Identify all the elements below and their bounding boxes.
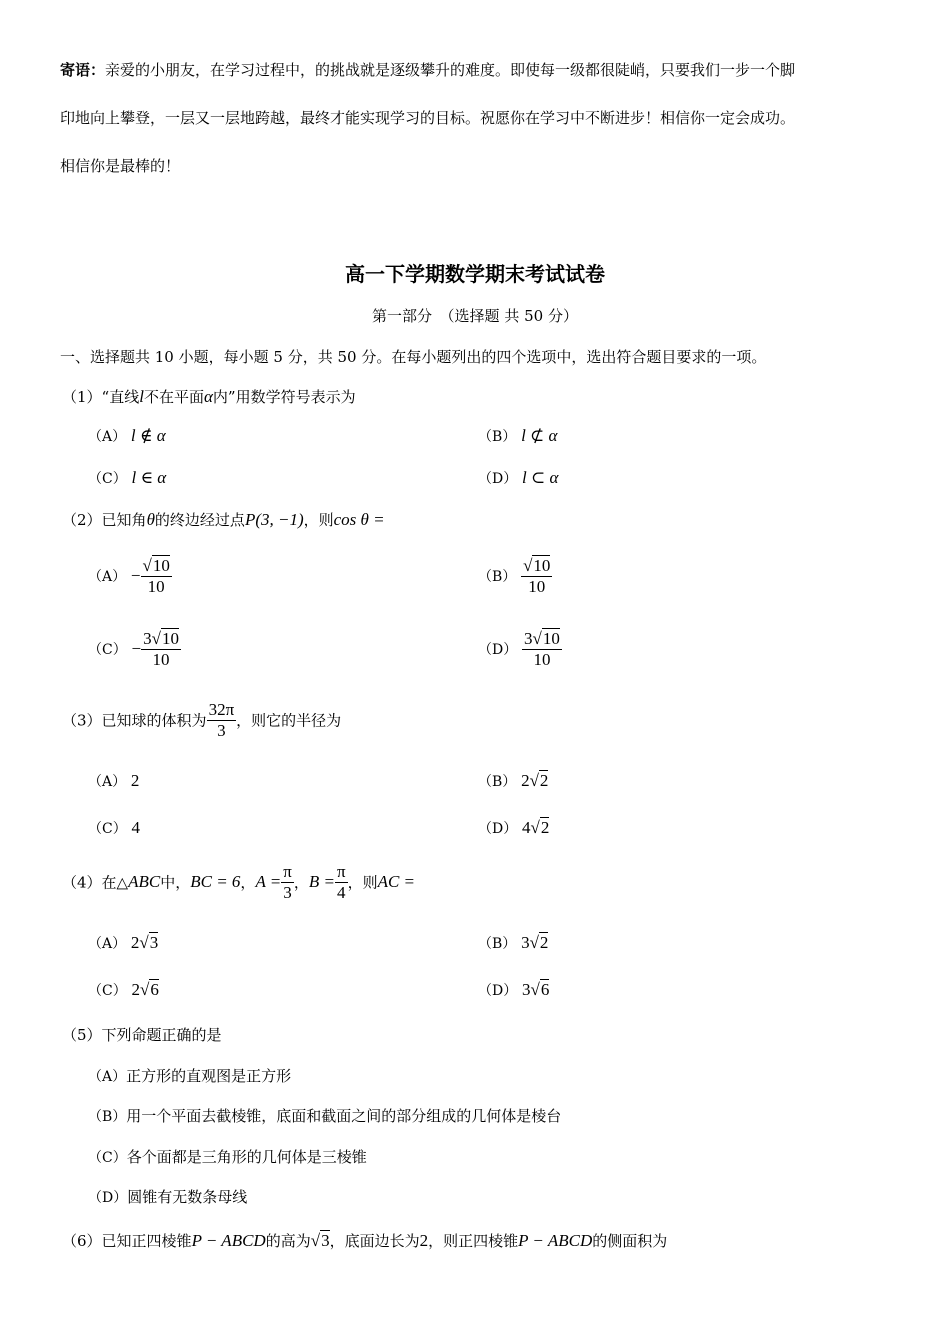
option-coef: 3 [522, 980, 531, 999]
q5-stem-text: 下列命题正确的是 [101, 1026, 222, 1044]
q2-expr: cos θ = [333, 510, 385, 529]
option-radicand: 2 [539, 771, 549, 790]
q5-option-a[interactable] [88, 1065, 291, 1086]
q3-option-c[interactable] [88, 818, 140, 838]
q1-stem-c: 内”用数学符号表示为 [212, 388, 356, 406]
q3-option-b[interactable]: （B） 2√2 [478, 771, 549, 790]
option-fraction: $\frac{√10}{10}$ [523, 556, 551, 596]
q5-option-d[interactable] [88, 1186, 247, 1207]
option-den: 10 [533, 649, 551, 669]
q3-frac-den: 3 [217, 720, 226, 740]
preface-label: 寄语： [60, 61, 106, 79]
option-text: l ∉ α [130, 426, 166, 445]
q1-option-d[interactable] [478, 468, 558, 488]
option-label: （B） [88, 1109, 127, 1125]
q4-sep-1: ， [240, 873, 256, 892]
q6-stem-d: ，则正四棱锥 [428, 1232, 519, 1250]
question-6-number: （6） [62, 1232, 102, 1250]
option-text: 正方形的直观图是正方形 [126, 1067, 292, 1085]
q2-stem-b: 的终边经过点 [154, 511, 245, 529]
question-3-number: （3） [62, 711, 102, 730]
q4-stem-a: 在△ [101, 873, 129, 892]
option-label: （C） [88, 1150, 127, 1166]
option-label: （D） [88, 1190, 128, 1206]
question-3-stem [62, 700, 341, 740]
option-label: （A） [88, 1069, 127, 1085]
q4-bc: BC = 6 [190, 872, 241, 892]
q4-option-c[interactable]: （C） 2√6 [88, 980, 159, 999]
option-label: （C） [88, 642, 127, 659]
question-6-stem [62, 1230, 667, 1251]
q6-height-radicand: 3 [321, 1231, 330, 1250]
q6-height: √3 [310, 1231, 330, 1250]
question-4-stem [62, 862, 415, 902]
option-label: （A） [88, 774, 127, 790]
q1-stem-a: “直线 [101, 388, 140, 406]
option-radicand: 2 [539, 933, 549, 952]
question-2-stem [62, 509, 385, 530]
option-label: （C） [88, 471, 127, 487]
option-sign: − [131, 639, 142, 659]
option-label: （D） [478, 983, 518, 999]
q4-angle-a-fraction [281, 862, 294, 902]
option-text: 圆锥有无数条母线 [127, 1188, 248, 1206]
option-coef: 2 [521, 771, 530, 790]
q2-option-b[interactable] [478, 556, 552, 596]
q4-a-num: π [283, 862, 292, 881]
q6-stem-e: 的侧面积为 [592, 1232, 668, 1250]
q2-option-c[interactable] [88, 629, 181, 669]
q4-angle-b: B = [308, 872, 335, 892]
q2-point: P(3, −1) [244, 510, 304, 529]
q1-var-l: l [139, 387, 144, 406]
q4-a-den: 3 [283, 882, 292, 902]
q4-option-b[interactable]: （B） 3√2 [478, 933, 549, 952]
option-label: （B） [478, 774, 517, 790]
option-coef: 3 [521, 933, 530, 952]
question-2-number: （2） [62, 511, 102, 529]
q4-b-den: 4 [337, 882, 346, 902]
q4-option-a[interactable]: （A） 2√3 [88, 933, 159, 952]
q6-pyramid-2: P − ABCD [518, 1231, 593, 1250]
q5-option-b[interactable] [88, 1105, 561, 1126]
option-label: （A） [88, 569, 127, 586]
q4-angle-b-fraction [335, 862, 348, 902]
option-text: l ⊄ α [521, 426, 558, 445]
q2-stem-a: 已知角 [101, 511, 147, 529]
q3-stem-b: ，则它的半径为 [236, 711, 342, 730]
option-den: 10 [528, 576, 546, 596]
option-coef: 4 [131, 818, 140, 837]
option-label: （C） [88, 821, 127, 837]
option-label: （C） [88, 983, 127, 999]
option-radicand: 6 [540, 980, 550, 999]
q6-side: 2 [419, 1231, 429, 1250]
q1-option-c[interactable] [88, 468, 166, 488]
q2-option-a[interactable] [88, 556, 172, 596]
q6-stem-c: ，底面边长为 [329, 1232, 420, 1250]
option-label: （D） [478, 642, 518, 659]
option-radicand: 10 [533, 556, 551, 575]
q5-option-c[interactable] [88, 1146, 367, 1167]
option-den: 10 [147, 576, 165, 596]
option-coef: 2 [130, 771, 140, 790]
option-text: 各个面都是三角形的几何体是三棱锥 [126, 1148, 367, 1166]
q1-option-a[interactable] [88, 426, 166, 446]
exam-title: 高一下学期数学期末考试试卷 [345, 262, 605, 286]
option-fraction: $\frac{3√10}{10}$ [524, 629, 560, 669]
option-coef: 3 [524, 629, 533, 648]
option-radicand: 2 [540, 818, 550, 837]
question-5-number: （5） [62, 1026, 102, 1044]
q6-pyramid-1: P − ABCD [191, 1231, 266, 1250]
option-radicand: 10 [161, 629, 179, 648]
q3-volume-fraction [207, 700, 237, 740]
option-text: l ∈ α [131, 468, 167, 487]
q4-b-num: π [336, 862, 346, 881]
question-4-number: （4） [62, 873, 102, 892]
q4-angle-a: A = [255, 872, 282, 892]
option-coef: 2 [131, 980, 140, 999]
q2-stem-c: ，则 [303, 511, 334, 529]
q4-stem-c: ，则 [347, 873, 378, 892]
option-label: （B） [478, 569, 517, 586]
q6-stem-a: 已知正四棱锥 [101, 1232, 192, 1250]
option-radicand: 6 [150, 980, 159, 999]
q2-var-theta: θ [146, 510, 155, 529]
option-text: l ⊂ α [522, 468, 559, 487]
part-heading: 第一部分 （选择题 共 50 分） [372, 307, 578, 325]
preface-text-1: 亲爱的小朋友，在学习过程中，的挑战就是逐级攀升的难度。即使每一级都很陡峭，只要我们一步一个脚 [105, 61, 796, 79]
q3-frac-num: 32π [208, 700, 235, 719]
preface-line-2: 印地向上攀登，一层又一层地跨越，最终才能实现学习的目标。祝愿你在学习中不断进步！相信你一定会成功。 [60, 109, 796, 127]
option-label: （D） [478, 471, 518, 487]
option-radicand: 3 [149, 933, 159, 952]
option-sign: − [130, 566, 141, 586]
q1-var-alpha: α [203, 387, 213, 406]
option-label: （D） [478, 821, 518, 837]
q4-option-d[interactable]: （D） 3√6 [478, 980, 550, 999]
q1-option-b[interactable] [478, 426, 557, 446]
q2-option-d[interactable] [478, 629, 562, 669]
option-label: （B） [478, 936, 517, 952]
q3-option-a[interactable] [88, 771, 139, 791]
option-coef: 2 [130, 933, 140, 952]
q3-stem-a: 已知球的体积为 [101, 711, 207, 730]
option-coef: 4 [522, 818, 531, 837]
q4-ac: AC = [377, 872, 416, 892]
q4-sep-2: ， [293, 873, 309, 892]
option-radicand: 10 [152, 556, 170, 575]
preface-line-3: 相信你是最棒的！ [60, 157, 181, 175]
option-label: （A） [88, 429, 127, 445]
option-fraction: $\frac{3√10}{10}$ [143, 629, 179, 669]
q6-stem-b: 的高为 [265, 1232, 311, 1250]
q4-stem-b: 中， [160, 873, 191, 892]
option-coef: 3 [143, 629, 152, 648]
option-label: （B） [478, 429, 517, 445]
preface-line-1 [60, 59, 795, 80]
question-1-stem [62, 386, 356, 407]
option-fraction: $\frac{√10}{10}$ [142, 556, 170, 596]
question-1-number: （1） [62, 388, 102, 406]
question-5-stem [62, 1024, 222, 1045]
option-text: 用一个平面去截棱锥，底面和截面之间的部分组成的几何体是棱台 [126, 1107, 562, 1125]
q3-option-d[interactable]: （D） 4√2 [478, 818, 550, 837]
section-instructions: 一、选择题共 10 小题，每小题 5 分，共 50 分。在每小题列出的四个选项中，选出符合题目要求的一项。 [60, 348, 767, 366]
option-label: （A） [88, 936, 127, 952]
option-den: 10 [152, 649, 170, 669]
q4-triangle: ABC [128, 872, 161, 892]
q1-stem-b: 不在平面 [143, 388, 204, 406]
option-radicand: 10 [542, 629, 560, 648]
